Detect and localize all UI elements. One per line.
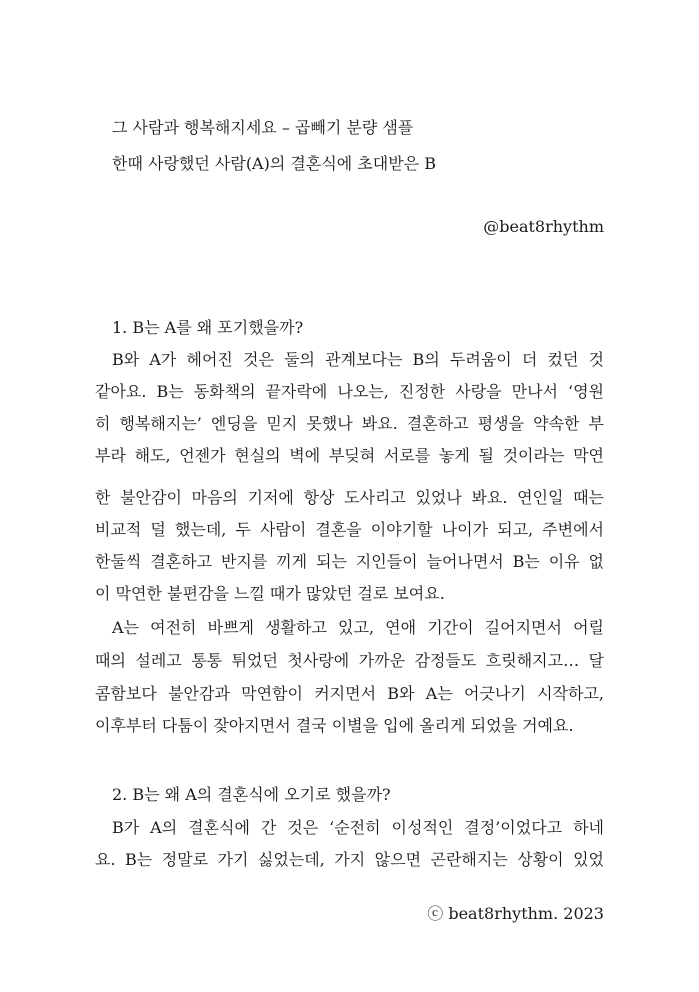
paragraph-line: 한 불안감이 마음의 기저에 항상 도사리고 있었나 봐요. 연인일 때는	[95, 488, 604, 507]
paragraph-line: 히 행복해지는’ 엔딩을 믿지 못했나 봐요. 결혼하고 평생을 약속한 부	[95, 414, 604, 433]
section-heading-1: 1. B는 A를 왜 포기했을까?	[112, 318, 304, 337]
paragraph-line: 이 막연한 불편감을 느낄 때가 많았던 걸로 보여요.	[95, 584, 445, 603]
author-handle: @beat8rhythm	[483, 217, 604, 236]
paragraph-line: B가 A의 결혼식에 간 것은 ‘순전히 이성적인 결정’이었다고 하네	[112, 818, 604, 837]
paragraph-line: 같아요. B는 동화책의 끝자락에 나오는, 진정한 사랑을 만나서 ‘영원	[95, 382, 604, 401]
paragraph-line: 부라 해도, 언젠가 현실의 벽에 부딪혀 서로를 놓게 될 것이라는 막연	[95, 446, 604, 465]
paragraph-line: B와 A가 헤어진 것은 둘의 관계보다는 B의 두려움이 더 컸던 것	[112, 350, 604, 369]
document-subtitle: 한때 사랑했던 사람(A)의 결혼식에 초대받은 B	[112, 154, 436, 173]
paragraph-line: 이후부터 다툼이 잦아지면서 결국 이별을 입에 올리게 되었을 거예요.	[95, 716, 574, 735]
paragraph-line: 한둘씩 결혼하고 반지를 끼게 되는 지인들이 늘어나면서 B는 이유 없	[95, 552, 604, 571]
document-title: 그 사람과 행복해지세요 – 곱빼기 분량 샘플	[112, 118, 414, 137]
paragraph-line: 콤함보다 불안감과 막연함이 커지면서 B와 A는 어긋나기 시작하고,	[95, 684, 604, 703]
paragraph-line: A는 여전히 바쁘게 생활하고 있고, 연애 기간이 길어지면서 어릴	[112, 618, 604, 637]
copyright-notice: ⓒ beat8rhythm. 2023	[427, 904, 604, 923]
section-heading-2: 2. B는 왜 A의 결혼식에 오기로 했을까?	[112, 785, 391, 804]
paragraph-line: 비교적 덜 했는데, 두 사람이 결혼을 이야기할 나이가 되고, 주변에서	[95, 520, 604, 539]
paragraph-line: 때의 설레고 통통 튀었던 첫사랑에 가까운 감정들도 흐릿해지고… 달	[95, 651, 604, 670]
paragraph-line: 요. B는 정말로 가기 싫었는데, 가지 않으면 곤란해지는 상황이 있었	[95, 850, 604, 869]
